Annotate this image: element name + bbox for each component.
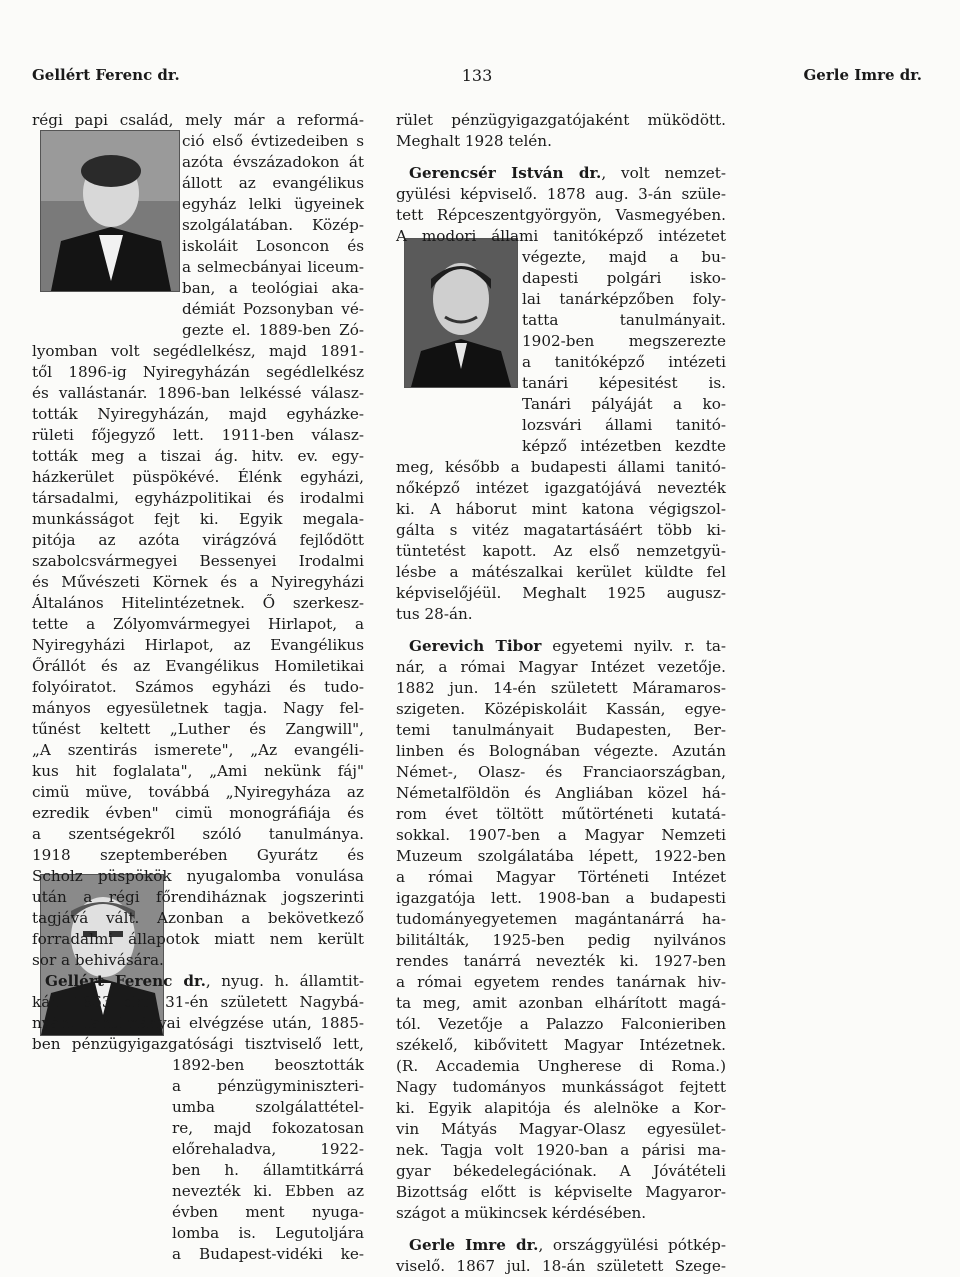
text-line: démiát Pozsonyban vé- bbox=[182, 300, 364, 318]
text-line: lyomban volt segédlelkész, majd 1891- bbox=[32, 342, 364, 360]
entry-name: Gerevich Tibor bbox=[409, 637, 542, 655]
header-left-name: Gellért Ferenc dr. bbox=[32, 66, 180, 84]
text-line: rület pénzügyigazgatójaként müködött. bbox=[396, 111, 726, 129]
text-line: a Budapest-vidéki ke- bbox=[172, 1245, 364, 1263]
text-line: cimü müve, továbbá „Nyiregyháza az bbox=[32, 783, 364, 801]
text-fragment: , volt nemzet- bbox=[601, 164, 726, 182]
text-line: képviselőjéül. Meghalt 1925 augusz- bbox=[396, 584, 726, 602]
text-line: linben és Bolognában végezte. Azután bbox=[396, 742, 726, 760]
text-line: szolgálatában. Közép- bbox=[182, 216, 364, 234]
text-line: re, majd fokozatosan bbox=[172, 1119, 364, 1137]
text-line: előrehaladva, 1922- bbox=[172, 1140, 364, 1158]
text-line: meg, később a budapesti állami tanitó- bbox=[396, 458, 726, 476]
text-line: mányos egyesületnek tagja. Nagy fel- bbox=[32, 699, 364, 717]
text-line: dapesti polgári isko- bbox=[522, 269, 726, 287]
text-line: régi papi család, mely már a reformá- bbox=[32, 111, 364, 129]
text-line: Általános Hitelintézetnek. Ő szerkesz- bbox=[32, 594, 364, 612]
paragraph-gap bbox=[396, 625, 726, 636]
entry-name: Gellért Ferenc dr. bbox=[45, 972, 206, 990]
text-line: gezte el. 1889-ben Zó- bbox=[182, 321, 364, 339]
entry-heading-line bbox=[396, 1235, 726, 1256]
text-line: kár. 1863 okt. 31-én született Nagybá- bbox=[32, 993, 364, 1011]
text-line: nek. Tagja volt 1920-ban a párisi ma- bbox=[396, 1141, 726, 1159]
text-line: tatta tanulmányait. bbox=[522, 311, 726, 329]
text-line: lésbe a mátészalkai kerület küldte fel bbox=[396, 563, 726, 581]
text-line: azóta évszázadokon át bbox=[182, 153, 364, 171]
text-line: pitója az azóta virágzóvá fejlődött bbox=[32, 531, 364, 549]
text-line: tüntetést kapott. Az első nemzetgyü- bbox=[396, 542, 726, 560]
text-line: A modori állami tanitóképző intézetet bbox=[396, 227, 726, 245]
text-line: 1902-ben megszerezte bbox=[522, 332, 726, 350]
text-line: ben h. államtitkárrá bbox=[172, 1161, 364, 1179]
text-line: tották Nyiregyházán, majd egyházke- bbox=[32, 405, 364, 423]
text-line: tus 28-án. bbox=[396, 605, 473, 623]
text-line: vin Mátyás Magyar-Olasz egyesület- bbox=[396, 1120, 726, 1138]
text-line: nőképző intézet igazgatójává nevezték bbox=[396, 479, 726, 497]
text-line: ta meg, amit azonban elhárított magá- bbox=[396, 994, 726, 1012]
right-column bbox=[396, 110, 726, 1277]
text-line: rendes tanárrá nevezték ki. 1927-ben bbox=[396, 952, 726, 970]
text-line: gálta s vitéz magatartásáért több ki- bbox=[396, 521, 726, 539]
text-line: temi tanulmányait Budapesten, Ber- bbox=[396, 721, 726, 739]
text-line: ki. A háborut mint katona végigszol- bbox=[396, 500, 726, 518]
entry-name: Gerle Imre dr. bbox=[409, 1236, 539, 1254]
header-right-name: Gerle Imre dr. bbox=[803, 66, 922, 84]
entry-heading-line bbox=[396, 163, 726, 184]
text-line: (R. Accademia Ungherese di Roma.) bbox=[396, 1057, 726, 1075]
text-line: iskoláit Losoncon és bbox=[182, 237, 364, 255]
text-line: Nyiregyházi Hirlapot, az Evangélikus bbox=[32, 636, 364, 654]
text-line: egyház lelki ügyeinek bbox=[182, 195, 364, 213]
text-line: tották meg a tiszai ág. hitv. ev. egy- bbox=[32, 447, 364, 465]
text-line: Bizottság előtt is képviselte Magyaror- bbox=[396, 1183, 726, 1201]
text-line: képző intézetben kezdte bbox=[522, 437, 726, 455]
text-line: a szentségekről szóló tanulmánya. bbox=[32, 825, 364, 843]
text-line: évben ment nyuga- bbox=[172, 1203, 364, 1221]
text-line: a selmecbányai liceum- bbox=[182, 258, 364, 276]
text-line: szágot a mükincsek kérdésében. bbox=[396, 1204, 647, 1222]
text-line: től 1896-ig Nyiregyházán segédlelkész bbox=[32, 363, 364, 381]
text-line: gyülési képviselő. 1878 aug. 3-án szüle- bbox=[396, 185, 726, 203]
text-line: munkásságot fejt ki. Egyik megala- bbox=[32, 510, 364, 528]
text-line: tűnést keltett „Luther és Zangwill", bbox=[32, 720, 364, 738]
text-line: szabolcsvármegyei Bessenyei Irodalmi bbox=[32, 552, 364, 570]
text-line: rületi főjegyző lett. 1911-ben válasz- bbox=[32, 426, 364, 444]
text-line: lozsvári állami tanitó- bbox=[522, 416, 726, 434]
text-line: Német-, Olasz- és Franciaországban, bbox=[396, 763, 726, 781]
text-line: tanári képesitést is. bbox=[522, 374, 726, 392]
text-line: a római Magyar Történeti Intézet bbox=[396, 868, 726, 886]
entry-heading-line bbox=[32, 971, 364, 992]
text-line: nyán. Tanulmányai elvégzése után, 1885- bbox=[32, 1014, 364, 1032]
text-line: állott az evangélikus bbox=[182, 174, 364, 192]
text-line: kus hit foglalata", „Ami nekünk fáj" bbox=[32, 762, 364, 780]
text-line: lai tanárképzőben foly- bbox=[522, 290, 726, 308]
text-line: ció első évtizedeiben s bbox=[182, 132, 364, 150]
paragraph-gap bbox=[396, 1224, 726, 1235]
text-line: gyar békedelegációnak. A Jóvátételi bbox=[396, 1162, 726, 1180]
text-line: sor a behivására. bbox=[32, 951, 164, 969]
text-line: forradalmi állapotok miatt nem került bbox=[32, 930, 364, 948]
paragraph-gap bbox=[396, 152, 726, 163]
text-line: székelő, kibővitett Magyar Intézetnek. bbox=[396, 1036, 726, 1054]
text-line: végezte, majd a bu- bbox=[522, 248, 726, 266]
left-column bbox=[32, 110, 364, 1265]
text-fragment: , országgyülési pótkép- bbox=[538, 1236, 726, 1254]
text-line: után a régi főrendiháznak jogszerinti bbox=[32, 888, 364, 906]
text-line: Muzeum szolgálatába lépett, 1922-ben bbox=[396, 847, 726, 865]
text-line: Németalföldön és Angliában közel há- bbox=[396, 784, 726, 802]
text-line: umba szolgálattétel- bbox=[172, 1098, 364, 1116]
text-fragment: , nyug. h. államtit- bbox=[205, 972, 364, 990]
text-line: nár, a római Magyar Intézet vezetője. bbox=[396, 658, 726, 676]
text-line: tól. Vezetője a Palazzo Falconieriben bbox=[396, 1015, 726, 1033]
text-line: tett Répceszentgyörgyön, Vasmegyében. bbox=[396, 206, 726, 224]
text-line: szigeten. Középiskoláit Kassán, egye- bbox=[396, 700, 726, 718]
text-line: folyóiratot. Számos egyházi és tudo- bbox=[32, 678, 364, 696]
text-line: és vallástanár. 1896-ban lelkéssé válasz- bbox=[32, 384, 364, 402]
text-line: a római egyetem rendes tanárnak hiv- bbox=[396, 973, 726, 991]
text-line: 1892-ben beosztották bbox=[172, 1056, 364, 1074]
text-line: tudományegyetemen magántanárrá ha- bbox=[396, 910, 726, 928]
text-line: viselő. 1867 jul. 18-án született Szege- bbox=[396, 1257, 726, 1275]
text-fragment: egyetemi nyilv. r. ta- bbox=[541, 637, 727, 655]
text-line: tagjává vált. Azonban a bekövetkező bbox=[32, 909, 364, 927]
text-line: Őrállót és az Evangélikus Homiletikai bbox=[32, 657, 364, 675]
text-line: ban, a teológiai aka- bbox=[182, 279, 364, 297]
text-line: a tanitóképző intézeti bbox=[522, 353, 726, 371]
text-line: a pénzügyminiszteri- bbox=[172, 1077, 364, 1095]
text-line: nevezték ki. Ebben az bbox=[172, 1182, 364, 1200]
text-line: és Művészeti Körnek és a Nyiregyházi bbox=[32, 573, 364, 591]
page-number: 133 bbox=[461, 66, 493, 85]
text-line: sokkal. 1907-ben a Magyar Nemzeti bbox=[396, 826, 726, 844]
text-line: „A szentirás ismerete", „Az evangéli- bbox=[32, 741, 364, 759]
text-line: ki. Egyik alapitója és alelnöke a Kor- bbox=[396, 1099, 726, 1117]
text-line: házkerület püspökévé. Élénk egyházi, bbox=[32, 468, 364, 486]
text-line: ben pénzügyigazgatósági tisztviselő lett, bbox=[32, 1035, 364, 1053]
text-line: Meghalt 1928 telén. bbox=[396, 132, 552, 150]
entry-heading-line bbox=[396, 636, 726, 657]
text-line: igazgatója lett. 1908-ban a budapesti bbox=[396, 889, 726, 907]
text-line: tette a Zólyomvármegyei Hirlapot, a bbox=[32, 615, 364, 633]
running-header bbox=[32, 66, 922, 88]
text-line: Nagy tudományos munkásságot fejtett bbox=[396, 1078, 726, 1096]
text-line: Tanári pályáját a ko- bbox=[522, 395, 726, 413]
text-line: Scholz püspökök nyugalomba vonulása bbox=[32, 867, 364, 885]
text-line: társadalmi, egyházpolitikai és irodalmi bbox=[32, 489, 364, 507]
text-line: lomba is. Legutoljára bbox=[172, 1224, 364, 1242]
text-line: 1918 szeptemberében Gyurátz és bbox=[32, 846, 364, 864]
text-line: rom évet töltött műtörténeti kutatá- bbox=[396, 805, 726, 823]
text-line: bilitálták, 1925-ben pedig nyilvános bbox=[396, 931, 726, 949]
text-line: ezredik évben" cimü monográfiája és bbox=[32, 804, 364, 822]
entry-name: Gerencsér István dr. bbox=[409, 164, 602, 182]
text-line: 1882 jun. 14-én született Máramaros- bbox=[396, 679, 726, 697]
